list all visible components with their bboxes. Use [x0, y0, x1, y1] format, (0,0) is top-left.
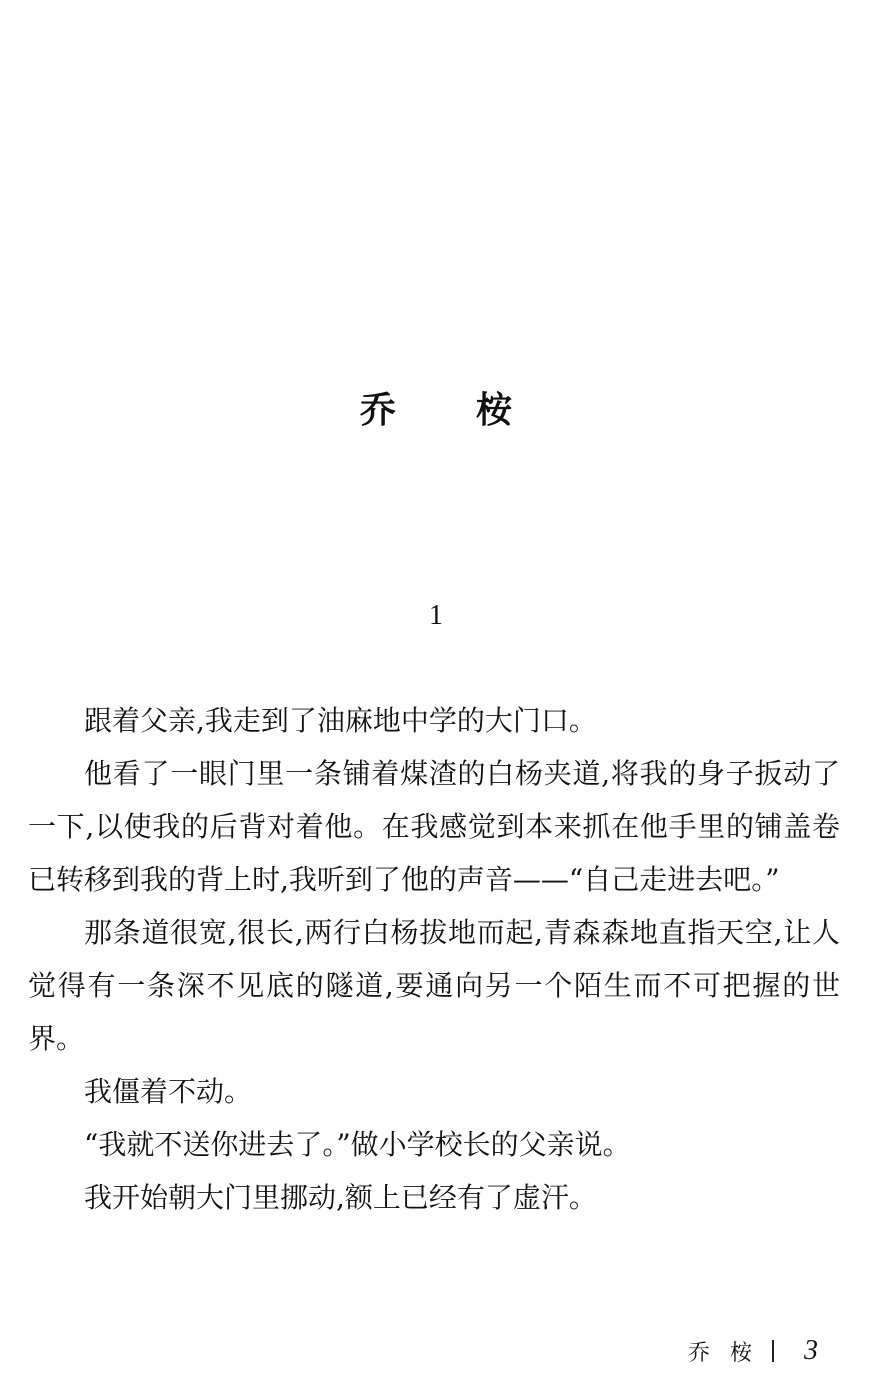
page-title: [0, 386, 872, 434]
paragraph: 我僵着不动。: [84, 1075, 253, 1108]
body-text: [28, 694, 840, 1224]
page-number: 3: [804, 1335, 819, 1366]
paragraph: 那条道很宽,很长,两行白杨拔地而起,青森森地直指天空,让人觉得有一条深不见底的隧道,要通向另一个陌生而不可把握的世界。: [28, 916, 840, 1055]
running-footer: [688, 1334, 818, 1368]
paragraph: “我就不送你进去了。”做小学校长的父亲说。: [84, 1128, 631, 1161]
chapter-number: 1: [429, 600, 443, 631]
title-char: 桉: [476, 389, 513, 431]
divider: [772, 1340, 774, 1362]
paragraph: 跟着父亲,我走到了油麻地中学的大门口。: [84, 704, 597, 737]
running-title: 乔桉: [688, 1340, 773, 1366]
title-char: 乔: [359, 389, 396, 431]
paragraph: 他看了一眼门里一条铺着煤渣的白杨夹道,将我的身子扳动了一下,以使我的后背对着他。在我感觉到本来抓在他手里的铺盖卷已转移到我的背上时,我听到了他的声音——“自己走进去吧。”: [28, 757, 840, 896]
paragraph: 我开始朝大门里挪动,额上已经有了虚汗。: [84, 1181, 597, 1214]
